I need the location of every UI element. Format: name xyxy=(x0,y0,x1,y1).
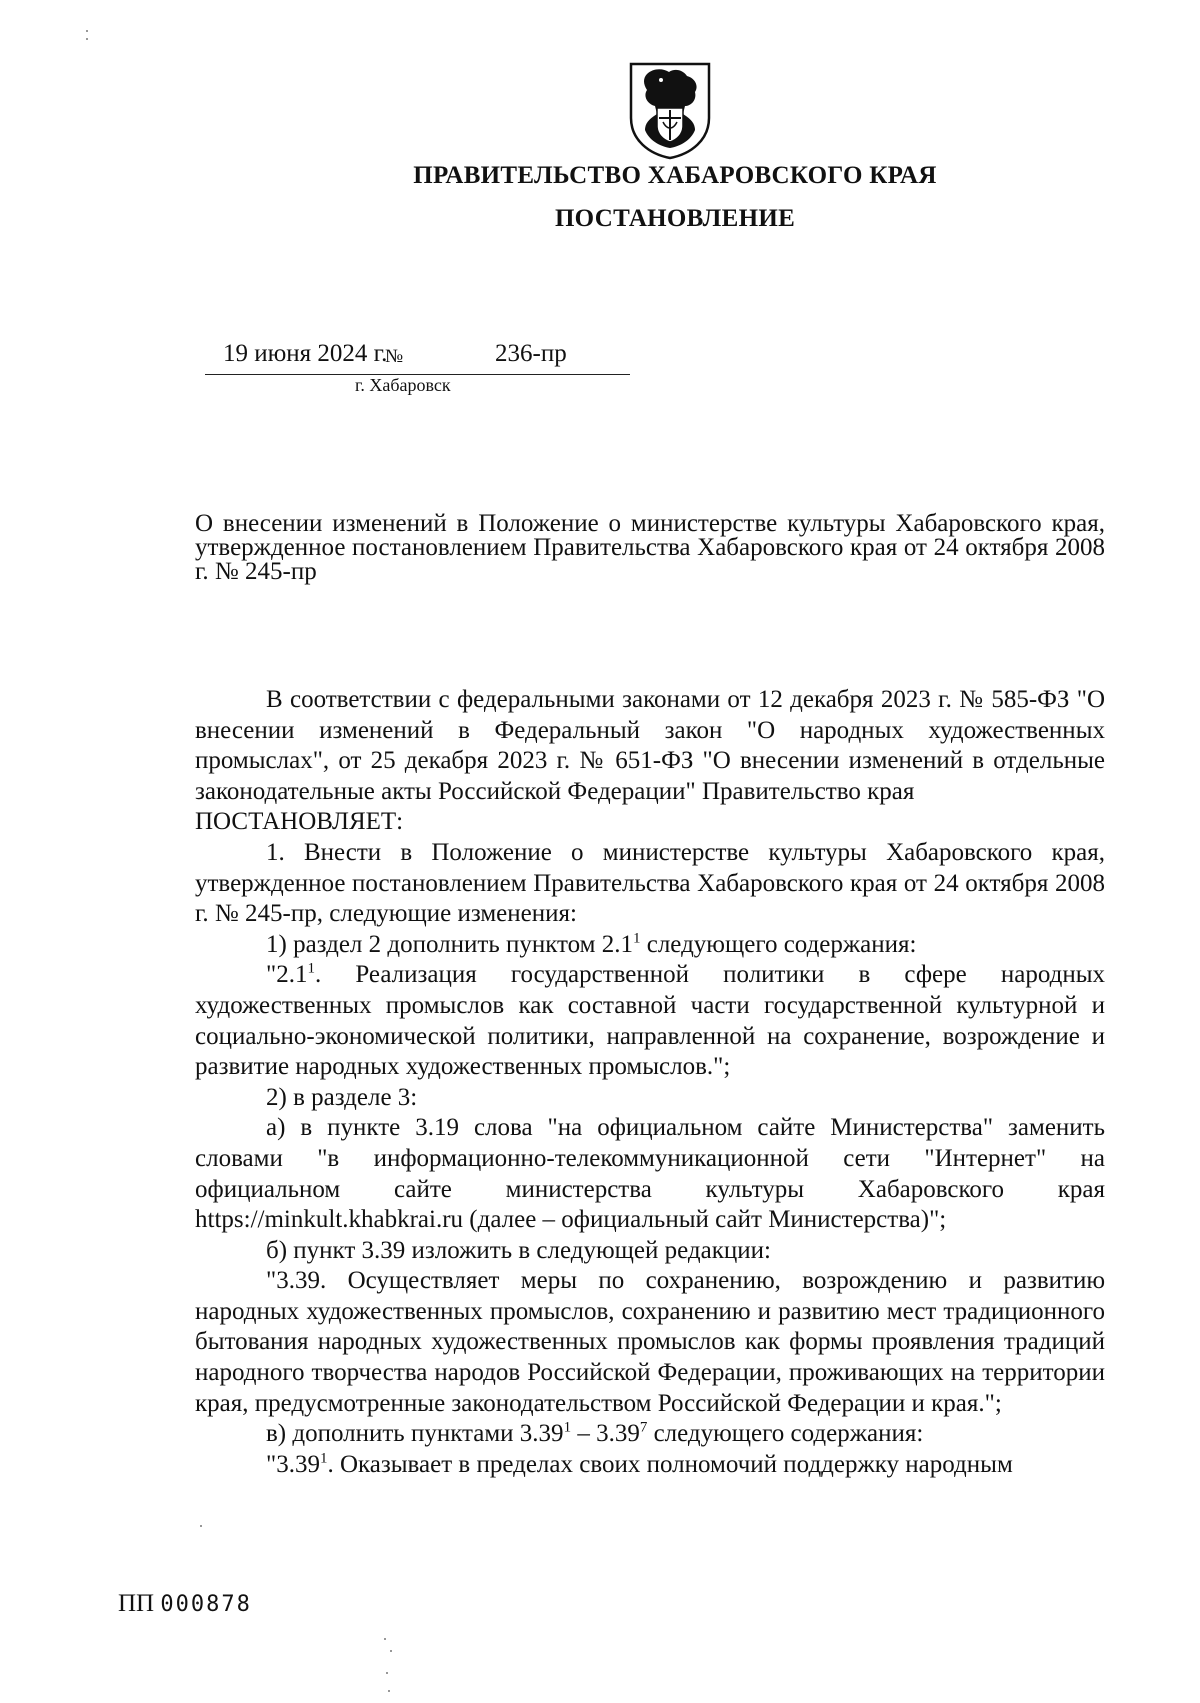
scan-speck xyxy=(386,1672,388,1674)
scan-speck xyxy=(86,30,88,32)
body-paragraph: 2) в разделе 3: xyxy=(266,1083,418,1111)
document-date: 19 июня 2024 г. xyxy=(223,340,388,367)
superscript: 1 xyxy=(319,1450,328,1467)
body-paragraph xyxy=(195,1419,1105,1450)
coat-of-arms-icon xyxy=(625,60,715,160)
document-city: г. Хабаровск xyxy=(355,375,451,395)
body-paragraph: 1. Внести в Положение о министерстве культуры Хабаровского края, утвержденное постановлением Правительства Хабаровского края от 24 октября 2008 г. № 245-пр, следующие изменения: xyxy=(195,838,1105,928)
form-serial-code xyxy=(118,1590,252,1618)
text-fragment: следующего содержания: xyxy=(640,930,917,958)
document-subject: О внесении изменений в Положение о министерстве культуры Хабаровского края, утвержденное постановлением Правительства Хабаровского края от 24 октября 2008 г. № 245-пр xyxy=(195,510,1105,585)
scan-speck xyxy=(388,1690,390,1692)
body-paragraph: а) в пункте 3.19 слова "на официальном сайте Министерства" заменить словами "в информационно-телекоммуникационной сети "Интернет" на официальном сайте министерства культуры Хабаровского края https://minkult.khabkrai.ru (далее – официальный сайт Министерства)"; xyxy=(195,1114,1105,1234)
body-paragraph: б) пункт 3.39 изложить в следующей редакции: xyxy=(266,1236,771,1264)
government-title: ПРАВИТЕЛЬСТВО ХАБАРОВСКОГО КРАЯ xyxy=(413,162,937,189)
form-serial-number: 000878 xyxy=(160,1592,252,1617)
body-paragraph xyxy=(195,960,1105,1082)
form-series: ПП xyxy=(118,1590,155,1617)
document-body xyxy=(195,685,1105,1480)
date-number-line xyxy=(205,340,630,375)
text-fragment: . Оказывает в пределах своих полномочий поддержку народным xyxy=(327,1450,1013,1478)
document-number: 236-пр xyxy=(495,340,567,367)
scan-speck xyxy=(384,1638,386,1640)
superscript: 1 xyxy=(632,930,641,947)
superscript: 1 xyxy=(307,961,315,978)
body-paragraph xyxy=(195,1450,1105,1481)
text-fragment: – 3.39 xyxy=(571,1420,640,1448)
body-paragraph: ПОСТАНОВЛЯЕТ: xyxy=(195,808,404,836)
text-fragment: 1) раздел 2 дополнить пунктом 2.1 xyxy=(266,930,633,958)
scan-speck xyxy=(86,38,88,40)
document-type-title: ПОСТАНОВЛЕНИЕ xyxy=(554,205,796,232)
text-fragment: в) дополнить пунктами 3.39 xyxy=(266,1420,564,1448)
body-paragraph: В соответствии с федеральными законами от 12 декабря 2023 г. № 585-ФЗ "О внесении изменений в Федеральный закон "О народных художественных промыслах", от 25 декабря 2023 г. № 651-ФЗ "О внесении изменений в отдельные законодательные акты Российской Федерации" Правительство края xyxy=(195,686,1105,805)
text-fragment: . Реализация государственной политики в сфере народных художественных промыслов как составной части государственной культурной и социально-экономической политики, направленной на сохранение, возрождение и развитие народных художественных промыслов."; xyxy=(195,961,1105,1081)
text-fragment: "2.1 xyxy=(266,961,308,989)
superscript: 7 xyxy=(639,1419,648,1436)
text-fragment: "3.39 xyxy=(266,1450,320,1478)
body-paragraph: "3.39. Осуществляет меры по сохранению, возрождению и развитию народных художественных промыслов, сохранению и развитию мест традиционного бытования народных художественных промыслов как формы проявления традиций народного творчества народов Российской Федерации, проживающих на территории края, предусмотренные законодательством Российской Федерации и края."; xyxy=(195,1267,1105,1417)
scan-speck xyxy=(200,1525,202,1527)
number-sign: № xyxy=(385,346,404,367)
superscript: 1 xyxy=(563,1419,572,1436)
text-fragment: следующего содержания: xyxy=(647,1420,924,1448)
scan-speck xyxy=(390,1650,392,1652)
body-paragraph xyxy=(195,930,1105,961)
